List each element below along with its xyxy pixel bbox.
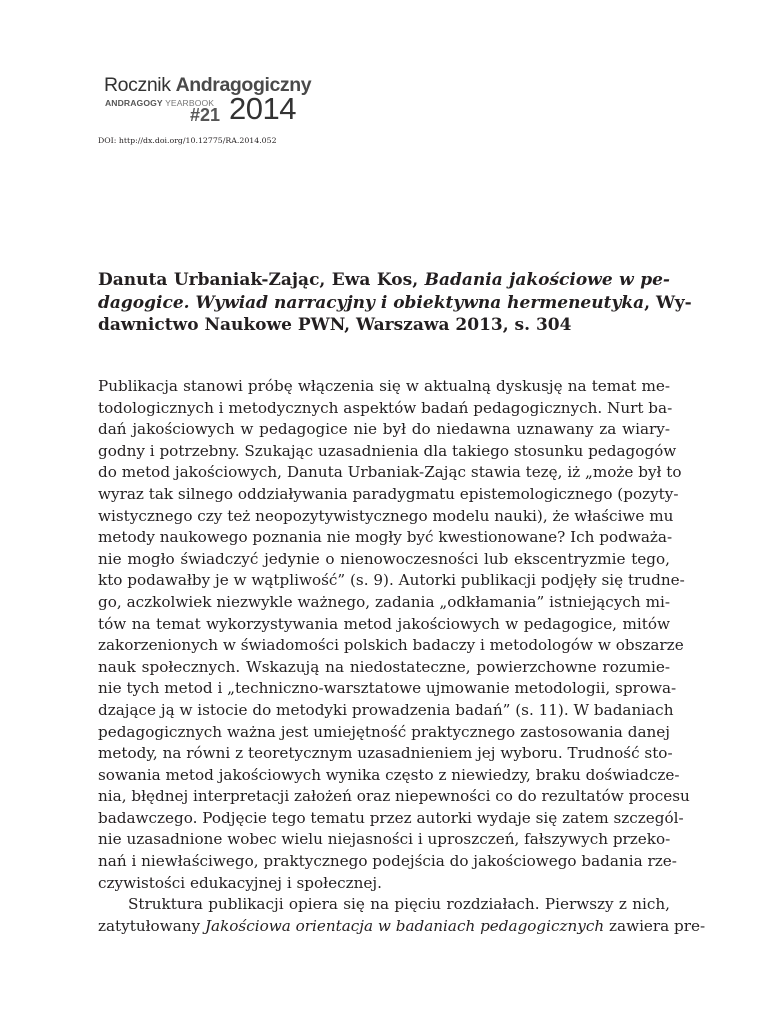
body-line: metody naukowego poznania nie mogły być kwestionowane? Ich podważa- — [98, 528, 673, 547]
body-line: metody, na równi z teoretycznym uzasadnieniem jej wyboru. Trudność sto- — [98, 744, 673, 763]
doi-link[interactable]: DOI: http://dx.doi.org/10.12775/RA.2014.052 — [98, 136, 277, 145]
book-chapter-title: Jakościowa orientacja w badaniach pedagogicznych — [204, 916, 605, 935]
body-line: nie tych metod i „techniczno-warsztatowe ujmowanie metodologii, sprowa- — [98, 679, 677, 698]
body-line: czywistości edukacyjnej i społecznej. — [98, 873, 382, 892]
body-line: nia, błędnej interpretacji założeń oraz niepewności co do rezultatów procesu — [98, 787, 690, 806]
citation-line: dagogice. Wywiad narracyjny i obiektywna hermeneutyka, Wy- — [98, 292, 692, 313]
body-line: todologicznych i metodycznych aspektów badań pedagogicznych. Nurt ba- — [98, 398, 673, 417]
body-line: nań i niewłaściwego, praktycznego podejścia do jakościowego badania rze- — [98, 852, 677, 871]
body-line: do metod jakościowych, Danuta Urbaniak-Zając stawia tezę, iż „może był to — [98, 463, 682, 482]
body-line: go, aczkolwiek niezwykle ważnego, zadania „odkłamania” istniejących mi- — [98, 592, 670, 611]
body-line: Publikacja stanowi próbę włączenia się w aktualną dyskusję na temat me- — [98, 377, 670, 395]
body-line: sowania metod jakościowych wynika często z niewiedzy, braku doświadcze- — [98, 765, 680, 784]
body-line: zakorzenionych w świadomości polskich badaczy i metodologów w obszarze — [98, 636, 684, 655]
review-body — [98, 376, 706, 937]
journal-logo — [104, 74, 312, 130]
body-line: wistycznego czy też neopozytywistycznego modelu nauki), że właściwe mu — [98, 506, 674, 525]
body-line: pedagogicznych ważna jest umiejętność praktycznego zastosowania danej — [98, 722, 670, 741]
body-line: nie uzasadnione wobec wielu niejasności i uproszczeń, fałszywych przeko- — [98, 830, 671, 849]
body-line: nie mogło świadczyć jedynie o nienowoczesności lub ekscentryzmie tego, — [98, 549, 670, 568]
body-line: badawczego. Podjęcie tego tematu przez autorki wydaje się zatem szczegól- — [98, 808, 684, 827]
body-line: tów na temat wykorzystywania metod jakościowych w pedagogice, mitów — [98, 614, 670, 633]
body-line: kto podawałby je w wątpliwość” (s. 9). Autorki publikacji podjęły się trudne- — [98, 571, 685, 590]
body-line: dzające ją w istocie do metodyki prowadzenia badań” (s. 11). W badaniach — [98, 700, 674, 719]
journal-issue-number: #21 — [190, 105, 221, 125]
body-line: zatytułowany Jakościowa orientacja w badaniach pedagogicznych zawiera pre- — [98, 916, 706, 935]
body-line: godny i potrzebny. Szukając uzasadnienia dla takiego stosunku pedagogów — [98, 441, 677, 460]
body-line: Struktura publikacji opiera się na pięciu rozdziałach. Pierwszy z nich, — [128, 895, 670, 914]
journal-yearbook-label: ANDRAGOGY YEARBOOK — [105, 98, 215, 108]
review-citation — [98, 269, 692, 337]
citation-line: Danuta Urbaniak-Zając, Ewa Kos, Badania jakościowe w pe- — [98, 270, 670, 290]
journal-year: 2014 — [229, 91, 296, 126]
body-line: wyraz tak silnego oddziaływania paradygmatu epistemologicznego (pozyty- — [98, 484, 679, 503]
body-line: dań jakościowych w pedagogice nie był do niedawna uznawany za wiary- — [98, 420, 670, 439]
journal-name: Rocznik Andragogiczny — [104, 74, 312, 96]
body-line: nauk społecznych. Wskazują na niedostateczne, powierzchowne rozumie- — [98, 657, 670, 676]
citation-line: dawnictwo Naukowe PWN, Warszawa 2013, s. 304 — [98, 315, 572, 335]
